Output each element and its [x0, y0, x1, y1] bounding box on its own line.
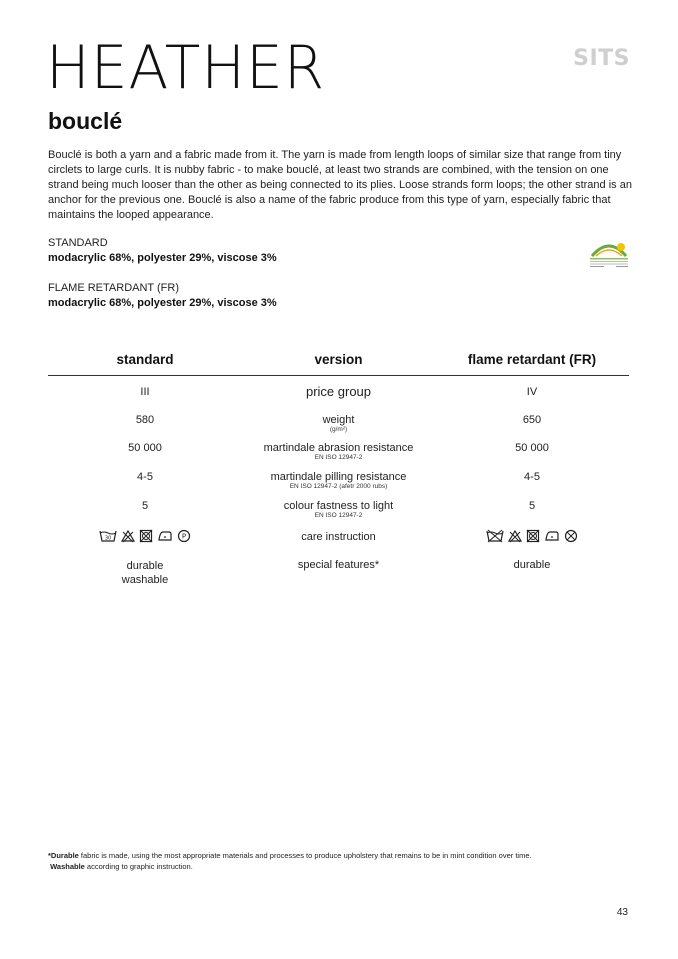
header-version: version	[242, 348, 435, 376]
no-tumble-dry-icon	[139, 529, 153, 543]
row-light-fastness	[48, 494, 629, 523]
footnote-washable-term: Washable	[50, 862, 85, 871]
row-price-group	[48, 376, 629, 407]
dry-clean-p-icon	[177, 529, 191, 543]
cell-label-group	[242, 436, 435, 465]
oeko-tex-badge-icon	[588, 238, 630, 268]
cell-label: martindale pilling resistance	[270, 471, 407, 483]
cell-label-group	[242, 406, 435, 436]
care-label: care instruction	[301, 531, 376, 543]
no-dry-clean-icon	[564, 529, 578, 543]
row-abrasion	[48, 436, 629, 465]
fr-label: FLAME RETARDANT (FR)	[48, 282, 179, 294]
cell-note: (g/m²)	[329, 426, 348, 433]
footnote-durable-term: *Durable	[48, 851, 79, 860]
no-chlorine-bleach-icon	[121, 529, 135, 543]
cell-left: 580	[135, 414, 155, 426]
fabric-name: bouclé	[48, 108, 123, 134]
features-label: special features*	[297, 559, 380, 571]
cell-label: weight	[322, 414, 355, 426]
standard-composition: modacrylic 68%, polyester 29%, viscose 3%	[48, 252, 277, 264]
footnote	[48, 850, 632, 872]
feature-washable: washable	[121, 574, 169, 586]
header-fr: flame retardant (FR)	[435, 348, 629, 376]
cell-note: EN ISO 12947-2	[314, 512, 363, 519]
footnote-washable-text: according to graphic instruction.	[84, 862, 193, 871]
cell-note: EN ISO 12947-2 (afetr 2000 rubs)	[289, 483, 388, 490]
care-icons-standard	[48, 523, 242, 551]
cell-label: martindale abrasion resistance	[263, 442, 414, 454]
fabric-description: Bouclé is both a yarn and a fabric made from it. The yarn is made from length loops of similar size that range from tiny circlets to large curls. It is nubby fabric - to make bouclé, at least two strands are combined, with the tension on one strand being much looser than the other as being connected to its plies. Loose strands form loops; the other strand is an anchor for the previous one. Bouclé is also a name of the fabric produce from this type of yarn, especially fabric that maintains the looped appearance.	[48, 149, 632, 221]
cell-right: 4-5	[524, 471, 540, 483]
cell-label-group	[242, 465, 435, 494]
row-pilling	[48, 465, 629, 494]
page-title: HEATHER	[46, 33, 326, 103]
table-header-row	[48, 348, 629, 376]
cell-note: EN ISO 12947-2	[314, 454, 363, 461]
cell-label: price group	[305, 384, 372, 399]
cell-left: III	[140, 386, 150, 398]
cell-right: IV	[526, 386, 538, 398]
no-chlorine-bleach-icon	[508, 529, 522, 543]
features-standard	[48, 551, 242, 587]
cell-right: 50 000	[515, 442, 549, 454]
brand-logo: SITS	[573, 46, 630, 71]
cell-right: 650	[522, 414, 542, 426]
standard-label: STANDARD	[48, 237, 108, 249]
row-care	[48, 523, 629, 551]
row-weight	[48, 406, 629, 436]
row-special-features	[48, 551, 629, 587]
care-icons-fr	[435, 523, 629, 551]
header-standard: standard	[48, 348, 242, 376]
page-title-wrap	[46, 33, 334, 103]
iron-low-icon	[157, 529, 173, 543]
spec-table	[48, 348, 629, 587]
footnote-washable	[48, 861, 632, 872]
features-fr: durable	[513, 559, 551, 571]
svg-text:P: P	[181, 532, 187, 541]
cell-label-group	[242, 494, 435, 523]
cell-label: colour fastness to light	[283, 500, 394, 512]
svg-text:30: 30	[104, 535, 112, 542]
cell-right: 5	[528, 500, 536, 512]
cell-left: 50 000	[128, 442, 162, 454]
fr-composition: modacrylic 68%, polyester 29%, viscose 3%	[48, 297, 277, 309]
iron-low-icon	[544, 529, 560, 543]
footnote-durable	[48, 850, 632, 861]
page-number: 43	[616, 907, 628, 918]
no-tumble-dry-icon	[526, 529, 540, 543]
feature-durable: durable	[126, 560, 164, 572]
wash-30-icon	[99, 529, 117, 543]
no-wash-icon	[486, 529, 504, 543]
footnote-durable-text: fabric is made, using the most appropriate materials and processes to produce upholstery that remains to be in mint condition over time.	[78, 851, 532, 860]
cell-left: 5	[141, 500, 149, 512]
cell-left: 4-5	[137, 471, 153, 483]
